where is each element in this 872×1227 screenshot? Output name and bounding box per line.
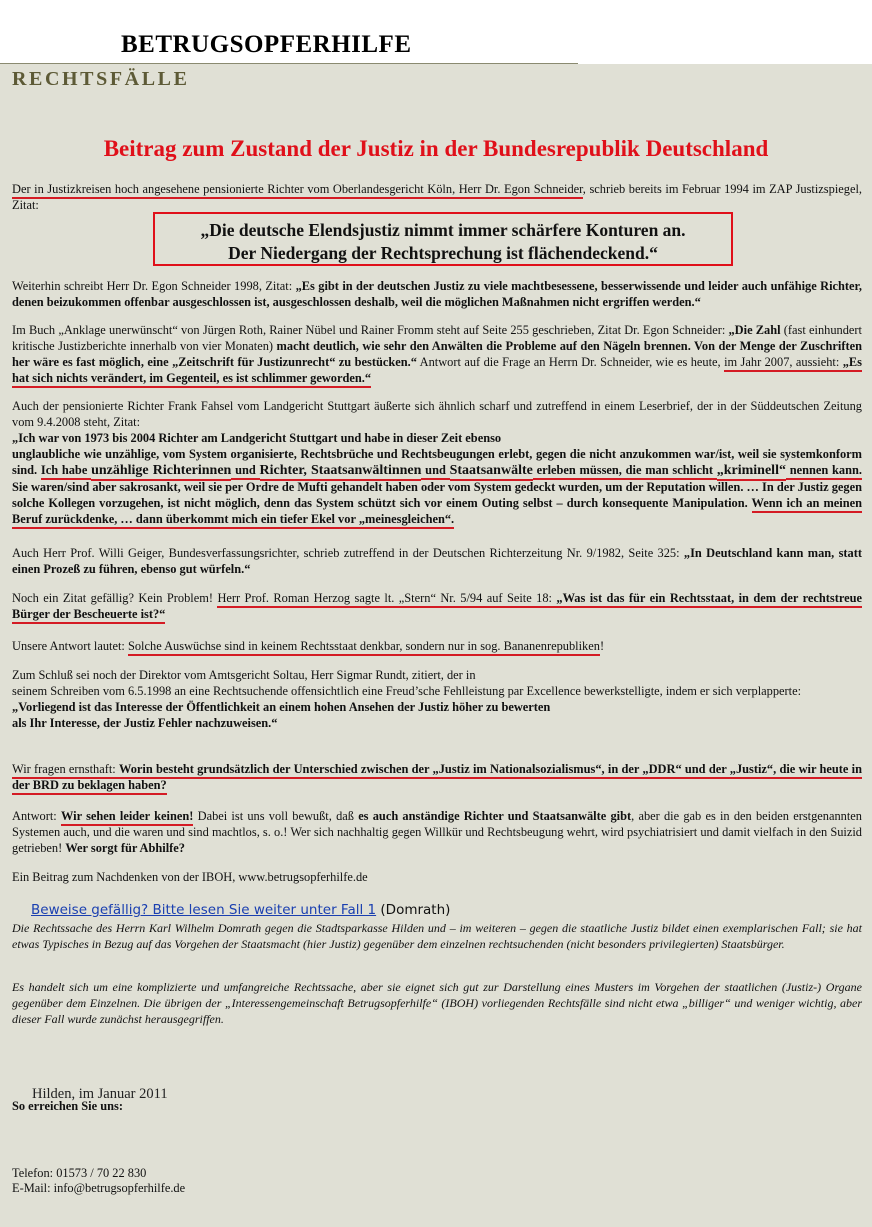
paragraph-question: Wir fragen ernsthaft: Worin besteht grundsätzlich der Unterschied zwischen der „Justiz im Nationalsozialismus“, in der „DDR“ und der „Justiz“, die wir heute in der BRD zu beklagen haben? (12, 761, 862, 793)
paragraph-herzog: Noch ein Zitat gefällig? Kein Problem! Herr Prof. Roman Herzog sagte lt. „Stern“ Nr. 5/94 auf Seite 18: „Was ist das für ein Rechtsstaat, in dem der rechtstreue Bürger der Bescheuerte ist?“ (12, 590, 862, 622)
quote-line-1: „Die deutsche Elendsjustiz nimmt immer schärfere Konturen an. (200, 220, 686, 240)
intro-paragraph: Der in Justizkreisen hoch angesehene pensionierte Richter vom Oberlandesgericht Köln, Herr Dr. Egon Schneider, schrieb bereits im Februar 1994 im ZAP Justizspiegel, Zitat: (12, 182, 862, 212)
place-date: Hilden, im Januar 2011 (32, 1086, 168, 1102)
case-link[interactable]: Beweise gefällig? Bitte lesen Sie weiter unter Fall 1 (31, 902, 377, 918)
contact-block (12, 1166, 185, 1196)
case-description-1: Die Rechtssache des Herrn Karl Wilhelm Domrath gegen die Stadtsparkasse Hilden und – im weiteren – gegen die staatliche Justiz bildet einen exemplarischen Fall; sie hat etwas Typisches in Bezug auf das Vorgehen der Staatsmacht (hier Justiz) gegenüber dem einzelnen rechtsuchenden (nicht besonders privilegierten) Staatsbürger. (12, 921, 862, 951)
paragraph-fahsel: Auch der pensionierte Richter Frank Fahsel vom Landgericht Stuttgart äußerte sich ähnlich scharf und zutreffend in einem Leserbrief, der in der Süddeutschen Zeitung vom 9.4.2008 steht, Zitat: „Ich war von 1973 bis 2004 Richter am Landgericht Stuttgart und habe in dieser Zeit ebenso unglaubliche wie unzählige, vom System organisierte, Rechtsbrüche und Rechtsbeugungen erlebt, gegen die nicht anzukommen war/ist, weil sie systemkonform sind. Ich habe unzählige Richterinnen und Richter, Staatsanwältinnen und Staatsanwälte erleben müssen, die man schlicht „kriminell“ nennen kann. Sie waren/sind aber sakrosankt, weil sie per Ordre de Mufti gehandelt haben oder vom System gedeckt wurden, um der Reputation willen. … In der Justiz gegen solche Kollegen vorzugehen, ist nicht möglich, denn das System schützt sich vor einem Outing selbst – durch konsequente Manipulation. Wenn ich an meinen Beruf zurückdenke, … dann überkommt mich ein tiefer Ekel vor „meinesgleichen“. (12, 398, 862, 527)
contact-heading: So erreichen Sie uns: (12, 1099, 123, 1113)
paragraph-answer: Unsere Antwort lautet: Solche Auswüchse sind in keinem Rechtsstaat denkbar, sondern nur in sog. Bananenrepubliken! (12, 638, 862, 654)
paragraph-signoff: Ein Beitrag zum Nachdenken von der IBOH, www.betrugsopferhilfe.de (12, 870, 368, 884)
case-link-suffix: (Domrath) (376, 902, 451, 918)
paragraph-schneider-1998: Weiterhin schreibt Herr Dr. Egon Schneider 1998, Zitat: „Es gibt in der deutschen Justiz zu viele machtbesessene, besserwissende und leider auch unfähige Richter, denen beizukommen offenbar ausgeschlossen ist, ausgeschlossen deshalb, weil die möglichen Maßnahmen nicht ergriffen werden.“ (12, 279, 862, 309)
section-title: RECHTSFÄLLE (12, 68, 190, 90)
quote-box (153, 212, 733, 266)
case-description-2: Es handelt sich um eine komplizierte und umfangreiche Rechtssache, aber sie eignet sich gut zur Darstellung eines Musters im Vorgehen der staatlichen (Justiz-) Organe gegenüber dem Einzelnen. Die übrigen der „Interessengemeinschaft Betrugsopferhilfe“ (IBOH) vorliegenden Rechtsfälle sind nicht etwa „billiger“ und weniger wichtig, aber dieser Fall wurde zunächst herausgegriffen. (12, 980, 862, 1026)
article-headline: Beitrag zum Zustand der Justiz in der Bundesrepublik Deutschland (103, 136, 769, 161)
header-divider (0, 63, 578, 64)
case-link-row (31, 902, 450, 918)
quote-line-2: Der Niedergang der Rechtsprechung ist flächendeckend.“ (228, 243, 658, 263)
paragraph-geiger: Auch Herr Prof. Willi Geiger, Bundesverfassungsrichter, schrieb zutreffend in der Deutschen Richterzeitung Nr. 9/1982, Seite 325: „In Deutschland kann man, statt einen Prozeß zu führen, ebenso gut würfeln.“ (12, 546, 862, 576)
paragraph-book: Im Buch „Anklage unerwünscht“ von Jürgen Roth, Rainer Nübel und Rainer Fromm steht auf Seite 255 geschrieben, Zitat Dr. Egon Schneider: „Die Zahl (fast einhundert kritische Justizberichte innerhalb von vier Monaten) macht deutlich, wie sehr den Anwälten die Probleme auf den Nägeln brennen. Von der Menge der Zuschriften her wäre es fast möglich, eine „Zeitschrift für Justizunrecht“ zu bestücken.“ Antwort auf die Frage an Herrn Dr. Schneider, wie es heute, im Jahr 2007, aussieht: „Es hat sich nichts verändert, im Gegenteil, es ist schlimmer geworden.“ (12, 322, 862, 386)
paragraph-reply: Antwort: Wir sehen leider keinen! Dabei ist uns voll bewußt, daß es auch anständige Richter und Staatsanwälte gibt, aber die gab es in den beiden erstgenannten Systemen auch, und die waren und sind machtlos, s. o.! Wer sich nachhaltig gegen Willkür und Rechtsbeugung wehrt, wird psychiatrisiert und damit vielfach in den Suizid getrieben! Wer sorgt für Abhilfe? (12, 809, 863, 855)
contact-phone: Telefon: 01573 / 70 22 830 (12, 1166, 147, 1180)
paragraph-rundt: Zum Schluß sei noch der Direktor vom Amtsgericht Soltau, Herr Sigmar Rundt, zitiert, der in seinem Schreiben vom 6.5.1998 an eine Rechtsuchende offensichtlich eine Freud’sche Fehlleistung par Excellence bewerkstelligte, indem er sich verplapperte: „Vorliegend ist das Interesse der Öffentlichkeit an einem hohen Ansehen der Justiz höher zu bewerten als Ihr Interesse, der Justiz Fehler nachzuweisen.“ (12, 668, 802, 730)
intro-underlined: Der in Justizkreisen hoch angesehene pensionierte Richter vom Oberlandesgericht Köln, Herr Dr. Egon Schneider (12, 182, 583, 199)
contact-email: E-Mail: info@betrugsopferhilfe.de (12, 1181, 186, 1195)
site-brand: BETRUGSOPFERHILFE (121, 31, 412, 58)
